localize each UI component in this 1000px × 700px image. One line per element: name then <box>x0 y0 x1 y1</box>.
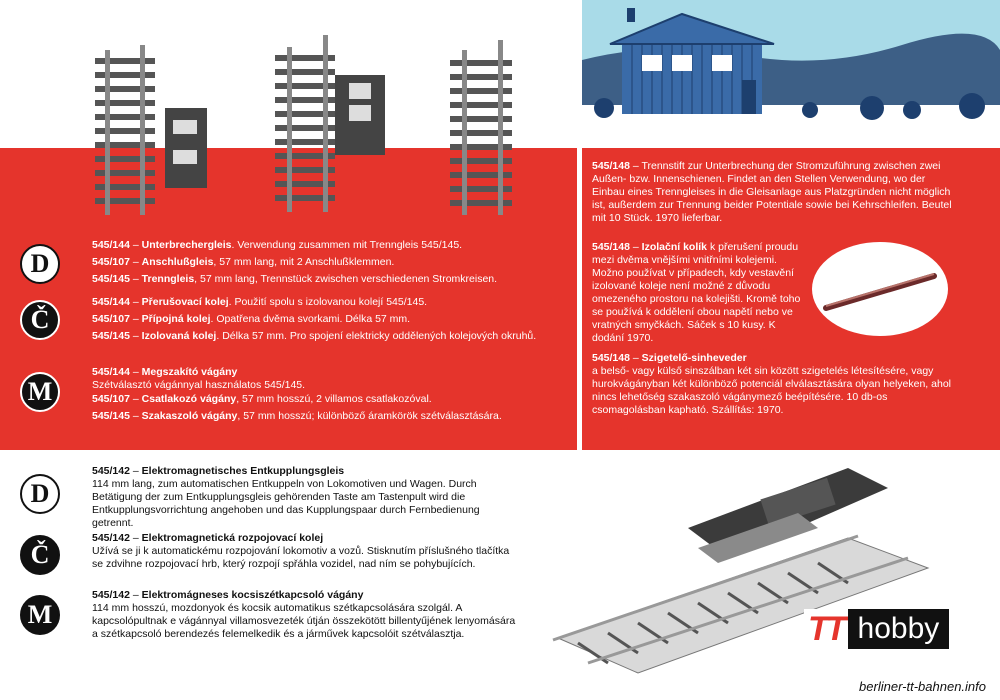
bottom-cz: 545/142 – Elektromagnetická rozpojovací kolej Užívá se ji k automatickému rozpojování lokomotiv a vozů. Stisknutím příslušného tlačítka se zdvihne rozpojovací hrb, který rozpojí spřáhla vozidel, nad ním se pohybujících. <box>92 532 510 570</box>
top-de-1: 545/144 – Unterbrechergleis. Verwendung zusammen mit Trenngleis 545/145. <box>92 239 463 251</box>
bottom-de: 545/142 – Elektromagnetisches Entkupplungsgleis 114 mm lang, zum automatischen Entkuppeln von Lokomotiven und Wagen. Durch Betätigung der zum Entkupplungsgleis gehörenden Taste am Tastenpult wird die Entkupplungsvorrichtung angehoben und das Kupplungspaar durch Fernbedienung getrennt. <box>92 465 480 529</box>
right-hu: 545/148 – Szigetelő-sinheveder a belső- vagy külső sinszálban két sin között szigetelés létesítésére, vagy hurokvágányban két különböző potenciál elválasztására olyan helyeken, ahol nincs lehetőség szakaszoló vágánymező beépítésére. 10 db-os csomagolásban kapható. Szállítás: 1970. <box>592 352 951 416</box>
tt-hobby-logo <box>804 609 949 649</box>
logo-tt: TT <box>804 609 848 649</box>
house-drawing <box>582 0 1000 130</box>
top-hu-3: 545/145 – Szakaszoló vágány, 57 mm hosszú; különböző áramkörök szétválasztására. <box>92 410 502 422</box>
top-cz-3: 545/145 – Izolovaná kolej. Délka 57 mm. Pro spojení elektricky oddělených kolejových okruhů. <box>92 330 537 342</box>
right-de: 545/148 – Trennstift zur Unterbrechung der Stromzuführung zwischen zwei Außen- bzw. Innenschienen. Findet an den Stellen Verwendung, wo der Einbau eines Trenngleises in die Gleisanlage aus Platzgründen nicht möglich ist, außerdem zur Trennung beider Potentiale sowie bei Kehrschleifen. Beutel mit 10 Stück. 1970 lieferbar. <box>592 160 952 224</box>
top-cz-1: 545/144 – Přerušovací kolej. Použití spolu s izolovanou kolejí 545/145. <box>92 296 428 308</box>
top-hu-2: 545/107 – Csatlakozó vágány, 57 mm hosszú, 2 villamos csatlakozóval. <box>92 393 432 405</box>
badge-c-top: Č <box>20 300 60 340</box>
house-illustration <box>582 0 1000 130</box>
badge-m-bottom: M <box>20 595 60 635</box>
top-de-3: 545/145 – Trenngleis, 57 mm lang, Trennstück zwischen verschiedenen Stromkreisen. <box>92 273 498 285</box>
footer-source: berliner-tt-bahnen.info <box>859 679 986 694</box>
right-cz: 545/148 – Izolační kolík k přerušení proudu mezi dvěma vnějšími vnitřními kolejemi. Možno používat v případech, kdy vestavění izolované koleje není možné z důvodu omezeného prostoru na kolejišti. Kromě toho se používá k oddělení obou napětí nebo ve vratných smyčkách. Sáček s 10 kusy. K dodání 1970. <box>592 241 801 344</box>
isolating-pin-image <box>812 242 948 336</box>
uncoupling-track-image <box>548 458 948 688</box>
badge-d-bottom: D <box>20 474 60 514</box>
badge-m-top: M <box>20 372 60 412</box>
track-isolating <box>450 40 520 225</box>
badge-c-bottom: Č <box>20 535 60 575</box>
top-de-2: 545/107 – Anschlußgleis, 57 mm lang, mit 2 Anschlußklemmen. <box>92 256 395 268</box>
top-hu-1: 545/144 – Megszakító vágány Szétválasztó vágánnyal használatos 545/145. <box>92 366 306 391</box>
top-cz-2: 545/107 – Přípojná kolej. Opatřena dvěma svorkami. Délka 57 mm. <box>92 313 411 325</box>
badge-d-top: D <box>20 244 60 284</box>
bottom-hu: 545/142 – Elektromágneses kocsiszétkapcsoló vágány 114 mm hosszú, mozdonyok és kocsik automatikus szétkapcsolására szolgál. A kapcsolópultnak e vágánnyal villamosvezeték útján összekötött billentyűjének lenyomására a szétkapcsoló berendezés felemelkedik és a járművek kapcsolóit szétválasztja. <box>92 589 516 640</box>
logo-hobby: hobby <box>848 609 950 649</box>
track-connector <box>275 35 390 220</box>
track-interrupter <box>95 40 210 225</box>
